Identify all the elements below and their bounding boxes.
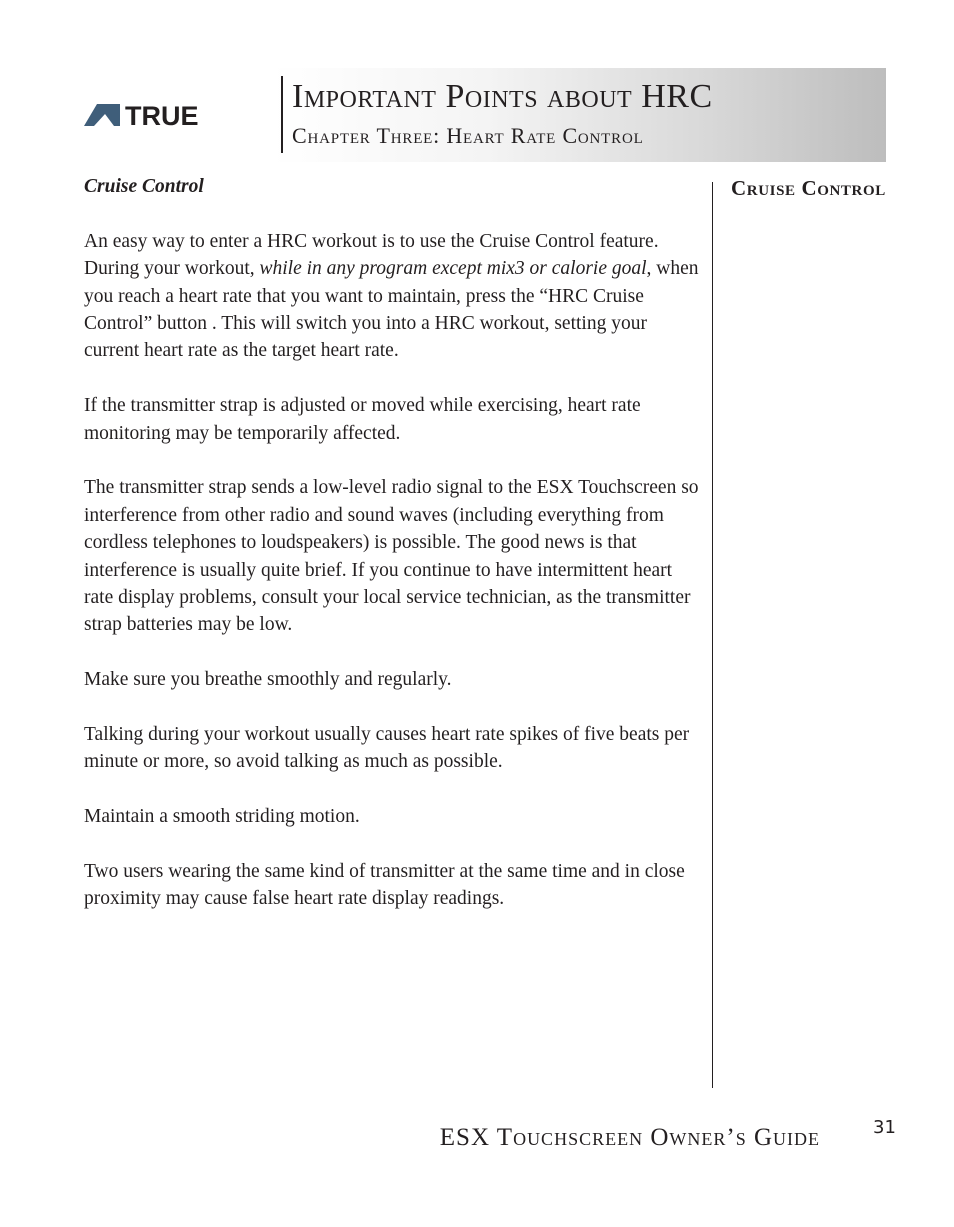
page-title: Important Points about HRC	[292, 78, 713, 115]
column-divider	[712, 182, 713, 1088]
paragraph-striding: Maintain a smooth striding motion.	[84, 806, 360, 828]
paragraph-strap-adjustment: If the transmitter strap is adjusted or moved while exercising, heart rate monitoring may be temporarily affected.	[84, 395, 641, 444]
true-logo	[84, 104, 252, 126]
paragraph-multiple-users: Two users wearing the same kind of transmitter at the same time and in close proximity may cause false heart rate display readings.	[84, 861, 685, 910]
paragraph-interference: The transmitter strap sends a low-level radio signal to the ESX Touchscreen so interference from other radio and sound waves (including everything from cordless telephones to loudspeakers) is possible. The good news is that interference is usually quite brief. If you continue to have intermittent heart rate display problems, consult your local service technician, as the transmitter strap batteries may be low.	[84, 477, 699, 636]
emphasized-text: while in any program except mix3 or calorie goal	[259, 258, 647, 280]
chapter-title: Chapter Three: Heart Rate Control	[292, 123, 644, 148]
logo-wordmark: TRUE	[125, 104, 199, 126]
main-content	[84, 173, 704, 940]
paragraph-breathing: Make sure you breathe smoothly and regularly.	[84, 669, 452, 691]
sidebar-heading: Cruise Control	[731, 176, 886, 200]
section-heading: Cruise Control	[84, 176, 204, 197]
paragraph-cruise-control	[84, 228, 704, 365]
header-rule	[281, 76, 283, 153]
page-number: 31	[873, 1117, 896, 1138]
paragraph-text: An easy way to enter a HRC workout is to use the Cruise Control feature. During your workout,	[84, 230, 659, 280]
paragraph-talking: Talking during your workout usually causes heart rate spikes of five beats per minute or more, so avoid talking as much as possible.	[84, 724, 690, 773]
paragraph-text: , when you reach a heart rate that you want to maintain, press the “HRC Cruise Control” button . This will switch you into a HRC workout, setting your current heart rate as the target heart rate.	[84, 258, 699, 362]
footer-guide-title: ESX Touchscreen Owner’s Guide	[439, 1124, 820, 1151]
